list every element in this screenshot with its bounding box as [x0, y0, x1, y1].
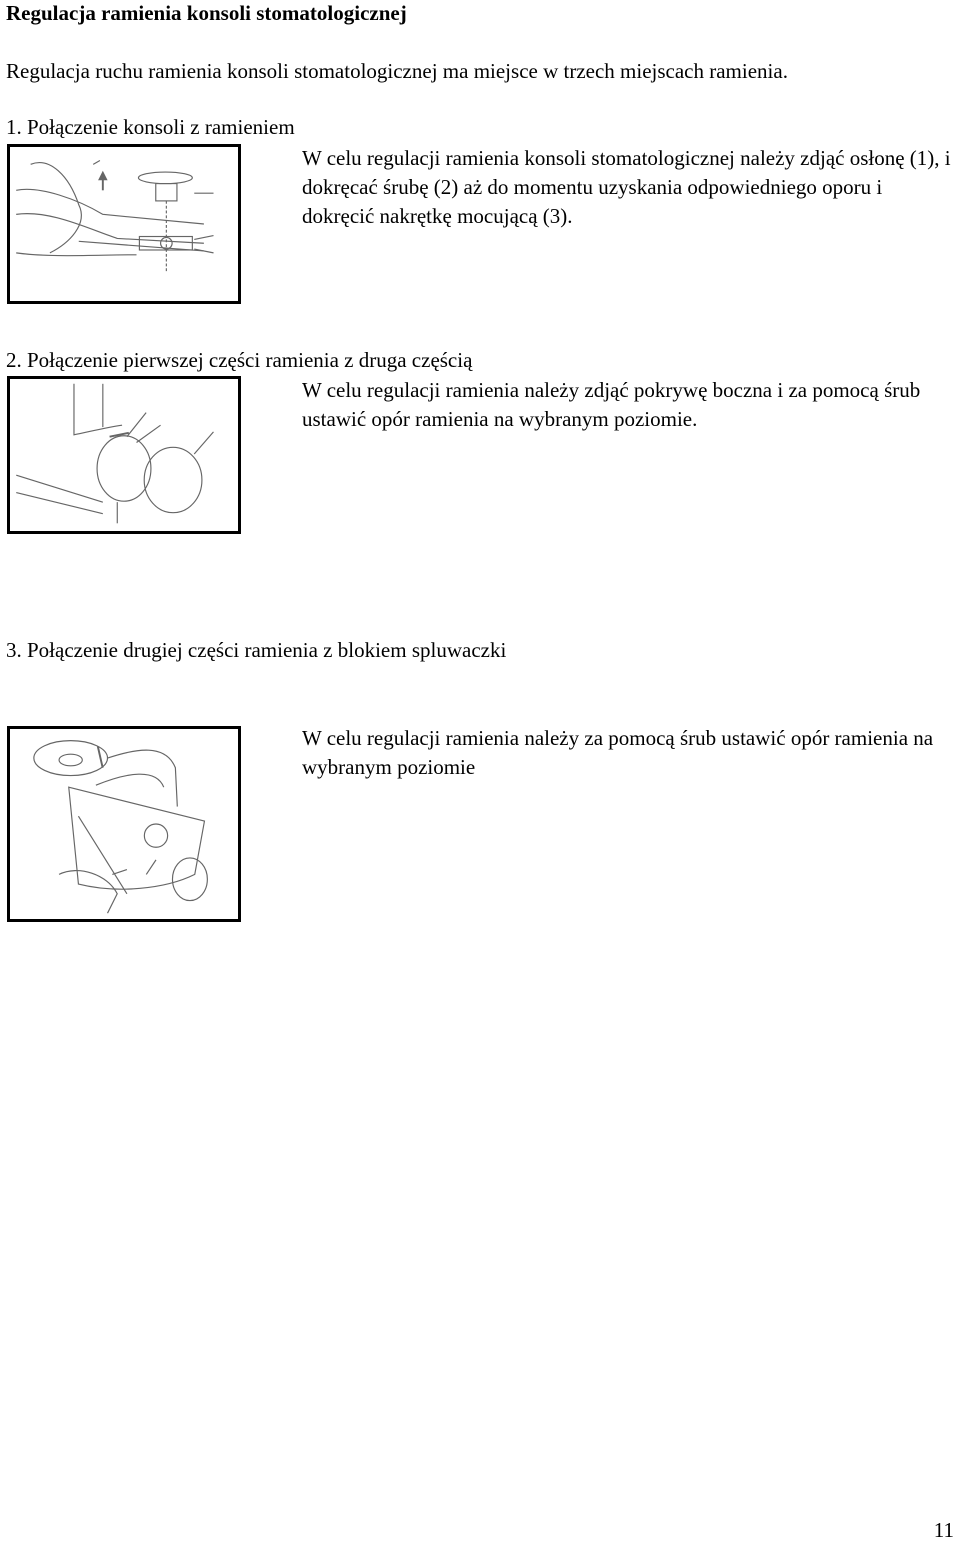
section-1-heading: 1. Połączenie konsoli z ramieniem: [6, 115, 295, 139]
section-3-heading: 3. Połączenie drugiej części ramienia z blokiem spluwaczki: [6, 638, 507, 662]
section-3-text: W celu regulacji ramienia należy za pomocą śrub ustawić opór ramienia na wybranym poziomie: [302, 726, 934, 779]
document-title: Regulacja ramienia konsoli stomatologicznej: [6, 1, 407, 25]
section-2-heading: 2. Połączenie pierwszej części ramienia z druga częścią: [6, 348, 473, 372]
spittoon-block-drawing-icon: [10, 729, 238, 919]
intro-paragraph: Regulacja ruchu ramienia konsoli stomatologicznej ma miejsce w trzech miejscach ramienia.: [6, 59, 788, 83]
page-number: 11: [933, 1518, 954, 1542]
section-3-figure: [7, 726, 241, 922]
arm-side-cover-drawing-icon: [10, 379, 238, 531]
section-1-text: W celu regulacji ramienia konsoli stomatologicznej należy zdjąć osłonę (1), i dokręcać śrubę (2) aż do momentu uzyskania odpowiedniego oporu i dokręcić nakrętkę mocującą (3).: [302, 146, 951, 228]
console-arm-joint-drawing-icon: [10, 147, 238, 301]
section-2-figure: [7, 376, 241, 534]
section-2-text: W celu regulacji ramienia należy zdjąć pokrywę boczna i za pomocą śrub ustawić opór ramienia na wybranym poziomie.: [302, 378, 921, 431]
section-1-figure: [7, 144, 241, 304]
